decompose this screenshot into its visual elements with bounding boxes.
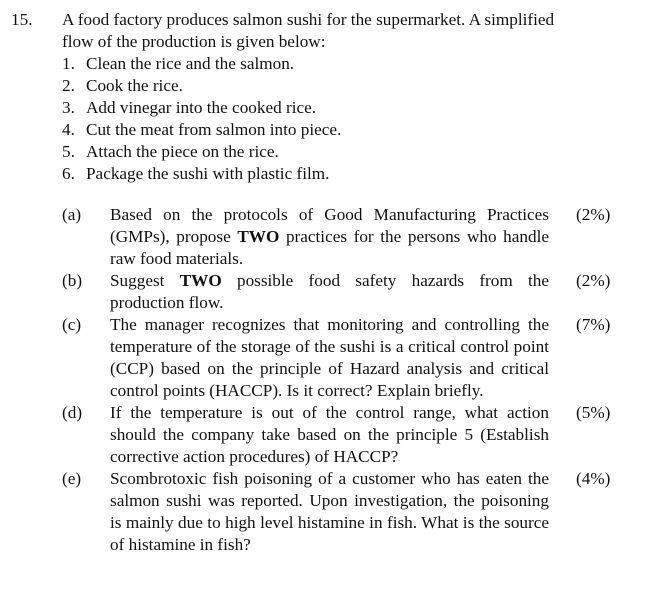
sub-question-d (62, 402, 622, 468)
sub-question-text: If the temperature is out of the control range, what action should the company take based on the principle 5 (Establish corrective action procedures) of HACCP? (110, 403, 549, 466)
step-number: 6. (62, 164, 75, 183)
step-item (62, 163, 341, 185)
sub-question-e (62, 468, 622, 556)
marks-allocation: (5%) (576, 403, 611, 422)
marks-allocation: (4%) (576, 469, 611, 488)
step-item (62, 53, 341, 75)
sub-question-text: Based on the protocols of Good Manufacturing Practices (GMPs), propose TWO practices for the persons who handle raw food materials. (110, 205, 549, 268)
sub-question-c (62, 314, 622, 402)
sub-question-a (62, 204, 622, 270)
sub-questions (62, 204, 622, 556)
step-text: Package the sushi with plastic film. (86, 164, 330, 183)
sub-question-label: (c) (62, 315, 82, 334)
step-number: 3. (62, 98, 75, 117)
step-item (62, 75, 341, 97)
sub-question-label: (d) (62, 403, 83, 422)
step-number: 4. (62, 120, 75, 139)
step-item (62, 97, 341, 119)
sub-question-text: The manager recognizes that monitoring and controlling the temperature of the storage of the sushi is a critical control point (CCP) based on the principle of Hazard analysis and critical control points (HACCP). Is it correct? Explain briefly. (110, 315, 549, 400)
production-steps (62, 53, 341, 185)
step-number: 5. (62, 142, 75, 161)
step-text: Cut the meat from salmon into piece. (86, 120, 342, 139)
step-item (62, 141, 341, 163)
step-text: Attach the piece on the rice. (86, 142, 279, 161)
marks-allocation: (7%) (576, 315, 611, 334)
sub-question-b (62, 270, 622, 314)
sub-question-label: (a) (62, 205, 82, 224)
question-number: 15. (11, 10, 33, 29)
step-text: Add vinegar into the cooked rice. (86, 98, 317, 117)
step-number: 1. (62, 54, 75, 73)
sub-question-label: (e) (62, 469, 82, 488)
question-intro: A food factory produces salmon sushi for the supermarket. A simplified flow of the production is given below: (62, 10, 555, 51)
step-text: Clean the rice and the salmon. (86, 54, 295, 73)
step-item (62, 119, 341, 141)
step-number: 2. (62, 76, 75, 95)
marks-allocation: (2%) (576, 205, 611, 224)
marks-allocation: (2%) (576, 271, 611, 290)
sub-question-text: Scombrotoxic fish poisoning of a customer who has eaten the salmon sushi was reported. Upon investigation, the poisoning is mainly due to high level histamine in fish. What is the source of histamine in fish? (110, 469, 549, 554)
step-text: Cook the rice. (86, 76, 183, 95)
sub-question-text: Suggest TWO possible food safety hazards from the production flow. (110, 271, 549, 312)
sub-question-label: (b) (62, 271, 83, 290)
